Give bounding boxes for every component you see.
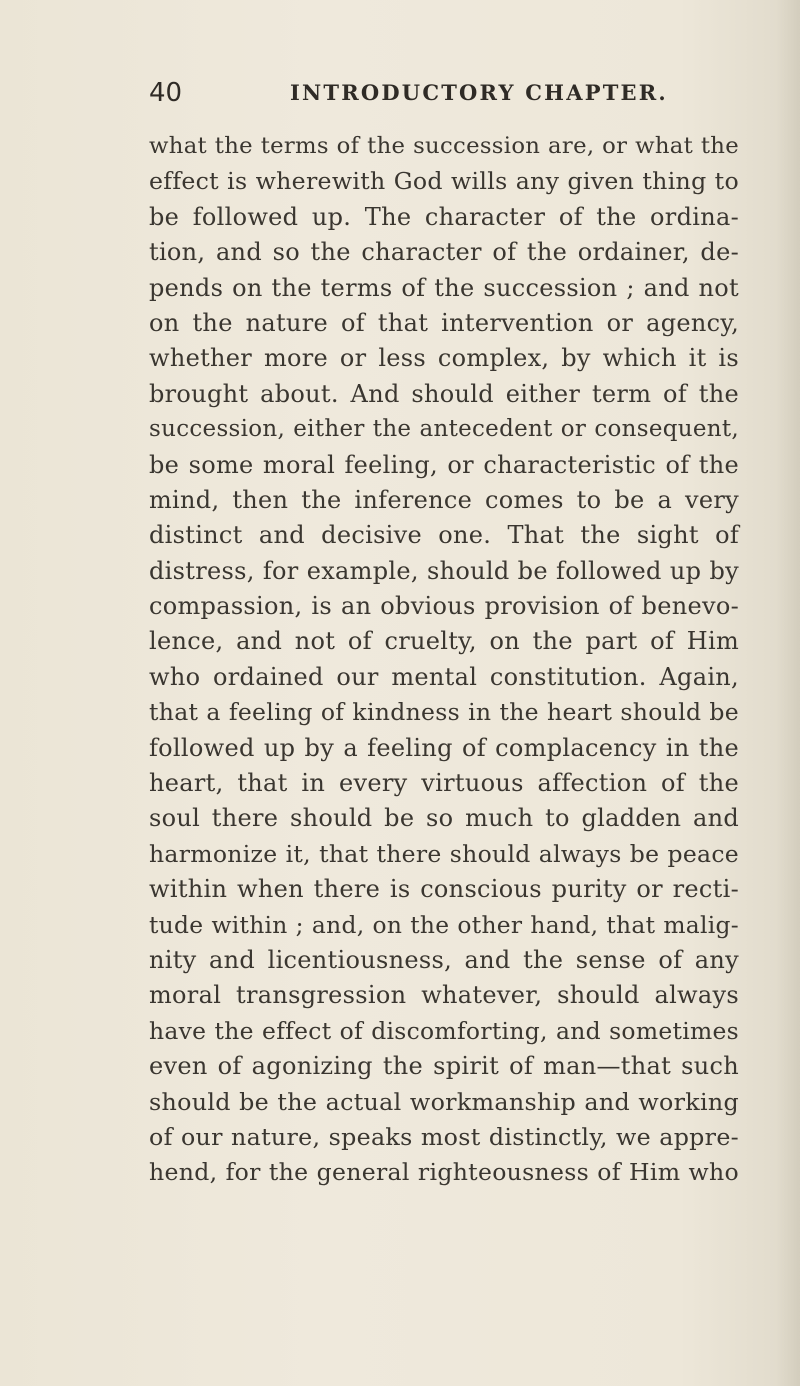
text-line: nity and licentiousness, and the sense of any (149, 945, 739, 974)
body-text (149, 129, 739, 1191)
text-line: distress, for example, should be followed up by (149, 556, 739, 585)
text-line: within when there is conscious purity or recti- (149, 875, 739, 904)
text-line: be followed up. The character of the ordina- (149, 202, 739, 231)
text-line: effect is wherewith God wills any given thing to (149, 167, 739, 196)
text-line: be some moral feeling, or characteristic of the (149, 450, 739, 479)
text-line: that a feeling of kindness in the heart should be (149, 698, 739, 727)
text-line: of our nature, speaks most distinctly, we appre- (149, 1122, 739, 1151)
text-line: on the nature of that intervention or agency, (149, 308, 739, 337)
page-number: 40 (149, 78, 183, 108)
text-line: tion, and so the character of the ordainer, de- (149, 238, 739, 267)
text-line: mind, then the inference comes to be a very (149, 485, 739, 514)
running-title: INTRODUCTORY CHAPTER. (290, 80, 668, 105)
text-line: moral transgression whatever, should always (149, 981, 739, 1010)
text-line: lence, and not of cruelty, on the part of Him (149, 627, 739, 656)
text-line: succession, either the antecedent or consequent, (149, 416, 739, 443)
text-line: brought about. And should either term of the (149, 379, 739, 408)
text-line: harmonize it, that there should always be peace (149, 839, 739, 868)
text-line: compassion, is an obvious provision of benevo- (149, 592, 739, 621)
text-line: hend, for the general righteousness of Him who (149, 1158, 739, 1187)
text-line: have the effect of discomforting, and sometimes (149, 1016, 739, 1045)
text-line: what the terms of the succession are, or what the (149, 133, 739, 159)
text-line: who ordained our mental constitution. Again, (149, 662, 739, 691)
text-line: tude within ; and, on the other hand, that malig- (149, 910, 739, 939)
text-line: should be the actual workmanship and working (149, 1087, 739, 1116)
text-line: whether more or less complex, by which it is (149, 344, 739, 373)
text-line: followed up by a feeling of complacency in the (149, 733, 739, 762)
text-line: even of agonizing the spirit of man—that such (149, 1052, 739, 1081)
text-line: heart, that in every virtuous affection of the (149, 769, 739, 798)
page-header (149, 78, 739, 114)
text-line: pends on the terms of the succession ; and not (149, 273, 739, 302)
text-line: soul there should be so much to gladden and (149, 804, 739, 833)
text-line: distinct and decisive one. That the sight of (149, 521, 739, 550)
